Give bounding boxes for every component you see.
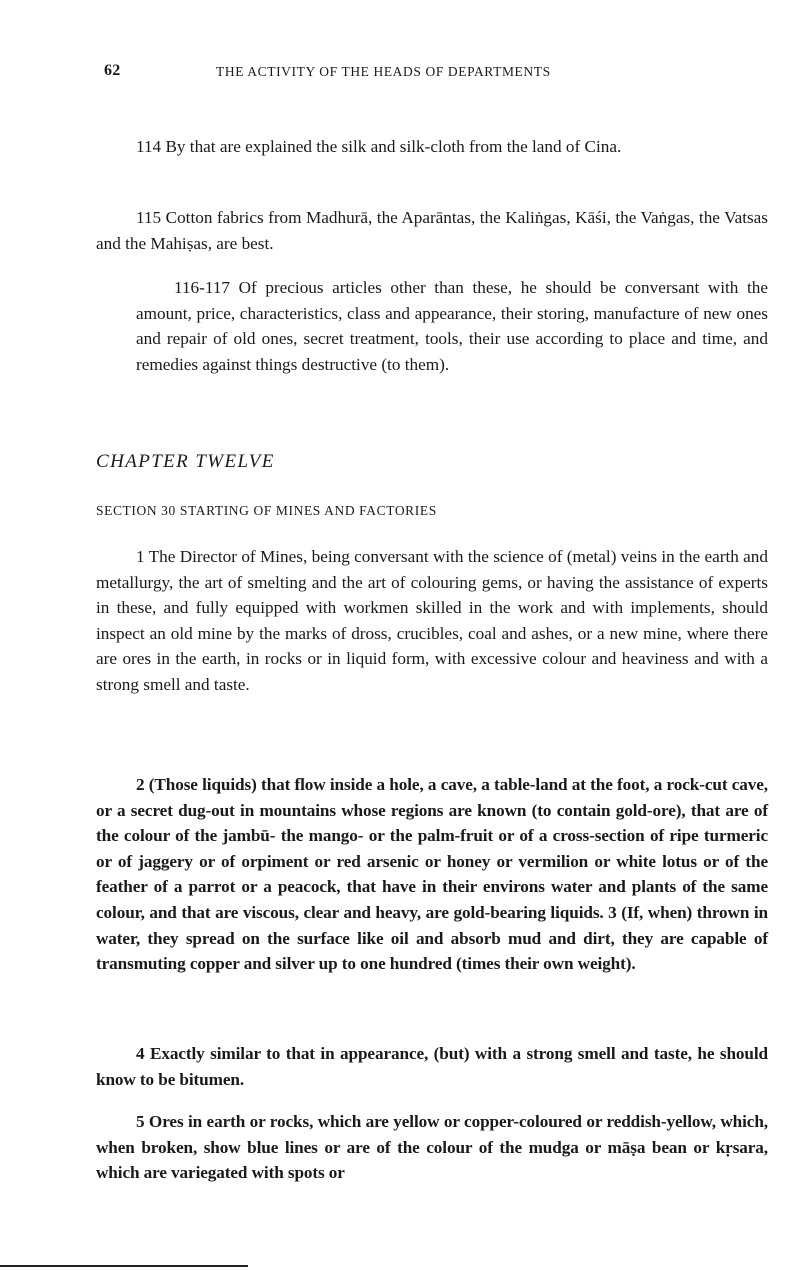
page-header — [104, 62, 704, 86]
paragraph-5: 5 Ores in earth or rocks, which are yellow or copper-coloured or reddish-yellow, which, when broken, show blue lines or are of the colour of the mudga or māṣa bean or kṛsara, which are variegated with spots or — [96, 1112, 768, 1183]
paragraph-2-3: 2 (Those liquids) that flow inside a hole, a cave, a table-land at the foot, a rock-cut cave, or a secret dug-out in mountains whose regions are known (to contain gold-ore), that are of the colour of the jambū- the mango- or the palm-fruit or of a cross-section of ripe turmeric or of jaggery or of orpiment or red arsenic or honey or vermilion or white lotus or of the feather of a parrot or a peacock, that have in their environs water and plants of the same colour, and that are viscous, clear and heavy, are gold-bearing liquids. 3 (If, when) thrown in water, they spread on the surface like oil and absorb mud and dirt, they are capable of transmuting copper and silver up to one hundred (times their own weight). — [96, 775, 768, 974]
chapter-title: CHAPTER TWELVE — [96, 451, 275, 472]
paragraph-4: 4 Exactly similar to that in appearance, (but) with a strong smell and taste, he should know to be bitumen. — [96, 1044, 768, 1089]
page-number: 62 — [104, 62, 121, 79]
paragraph-1: 1 The Director of Mines, being conversant with the science of (metal) veins in the earth and metallurgy, the art of smelting and the art of colouring gems, or having the assistance of experts in these, and fully equipped with workmen skilled in the work and with implements, should inspect an old mine by the marks of dross, crucibles, coal and ashes, or a new mine, where there are ores in the earth, in rocks or in liquid form, with excessive colour and heaviness and with a strong smell and taste. — [96, 547, 768, 694]
paragraph-114: 114 By that are explained the silk and silk-cloth from the land of Cina. — [136, 137, 622, 156]
paragraph-116-117: 116-117 Of precious articles other than these, he should be conversant with the amount, price, characteristics, class and appearance, their storing, manufacture of new ones and repair of old ones, secret treatment, tools, their use according to place and time, and remedies against things destructive (to them). — [136, 278, 768, 374]
paragraph-115: 115 Cotton fabrics from Madhurā, the Aparāntas, the Kaliṅgas, Kāśi, the Vaṅgas, the Vatsas and the Mahiṣas, are best. — [96, 208, 768, 253]
running-title: THE ACTIVITY OF THE HEADS OF DEPARTMENTS — [216, 64, 551, 79]
section-title: SECTION 30 STARTING OF MINES AND FACTORIES — [96, 503, 437, 518]
bottom-rule — [0, 1265, 248, 1267]
